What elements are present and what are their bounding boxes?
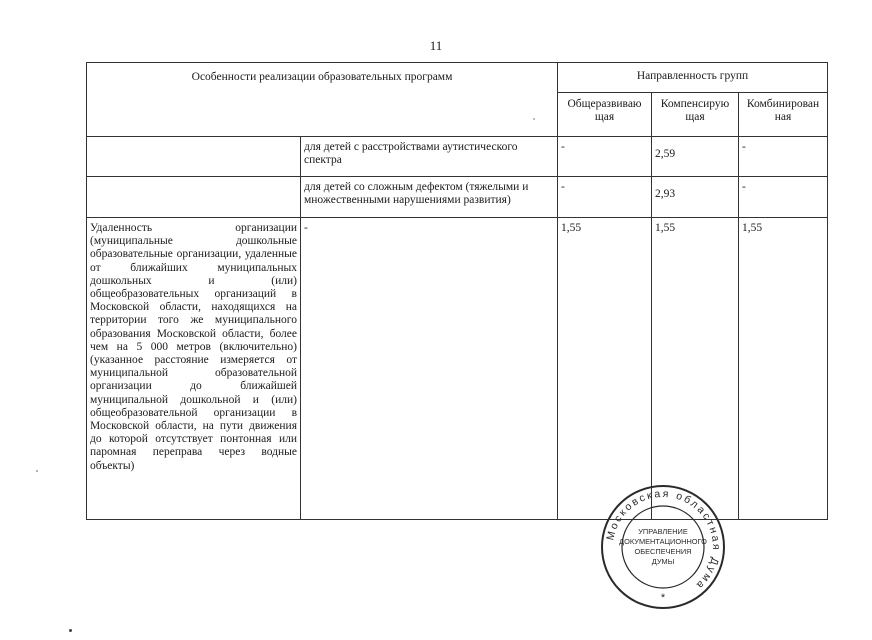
- subcategory-cell: для детей с расстройствами аутистического спектра: [301, 137, 558, 177]
- general-value: -: [558, 137, 652, 177]
- stamp-line-4: ДУМЫ: [651, 557, 675, 566]
- compensating-value: 1,55: [652, 218, 739, 520]
- combined-value: -: [739, 177, 828, 218]
- general-value: 1,55: [558, 218, 652, 520]
- scan-speck: [69, 629, 72, 632]
- feature-cell-empty: [87, 137, 301, 177]
- header-features: Особенности реализации образовательных программ: [87, 63, 558, 137]
- stamp-line-3: ОБЕСПЕЧЕНИЯ: [634, 547, 692, 556]
- compensating-value: 2,59: [652, 137, 739, 177]
- scan-speck: [533, 118, 535, 120]
- page-number: 11: [429, 38, 443, 53]
- scan-speck: [36, 470, 38, 472]
- feature-cell: Удаленность организации (муниципальные дошкольные образовательные организации, удаленные от ближайших муниципальных дошкольных и (или) общеобразовательных организаций в Московской области, находящихся на территории того же муниципального образования Московской области, более чем на 5 000 метров (включительно) (указанное расстояние измеряется от муниципальной образовательной организации до ближайшей муниципальной дошкольной и (или) общеобразовательной организации в Московской области, на пути движения до которой отсутствует понтонная или паромная переправа через водные объекты): [87, 218, 301, 520]
- subcategory-cell: -: [301, 218, 558, 520]
- header-col-compensating: Компенсирую щая: [652, 93, 739, 137]
- table-row: [87, 137, 828, 177]
- combined-value: -: [739, 137, 828, 177]
- header-col-general: Общеразвиваю щая: [558, 93, 652, 137]
- feature-cell-empty: [87, 177, 301, 218]
- program-features-table: [86, 62, 828, 520]
- combined-value: 1,55: [739, 218, 828, 520]
- table-row: [87, 218, 828, 520]
- stamp-line-2: ДОКУМЕНТАЦИОННОГО: [619, 537, 707, 546]
- stamp-ring-text: Московская областная Дума: [604, 487, 723, 593]
- header-col-combined: Комбинирован ная: [739, 93, 828, 137]
- stamp-star: *: [660, 592, 666, 604]
- header-direction: Направленность групп: [558, 63, 828, 93]
- table-row: [87, 177, 828, 218]
- general-value: -: [558, 177, 652, 218]
- official-stamp: [600, 484, 726, 610]
- compensating-value: 2,93: [652, 177, 739, 218]
- stamp-line-1: УПРАВЛЕНИЕ: [638, 527, 688, 536]
- header-row-1: [87, 63, 828, 93]
- subcategory-cell: для детей со сложным дефектом (тяжелыми и множественными нарушениями развития): [301, 177, 558, 218]
